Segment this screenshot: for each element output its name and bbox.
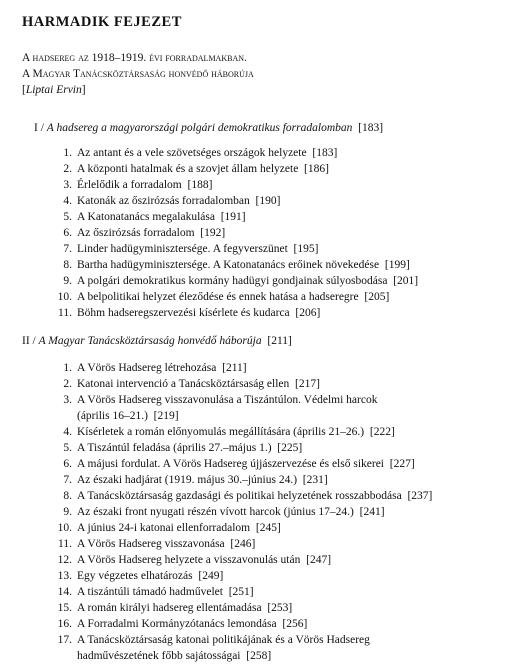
toc-entry-text: [77, 305, 320, 321]
toc-entry: [56, 616, 432, 632]
toc-entry-number: 1.: [63, 147, 72, 159]
toc-entry-title: A központi hatalmak és a szovjet állam helyzete: [77, 163, 299, 175]
toc-entry-text: [77, 289, 389, 305]
toc-entry: [56, 177, 418, 193]
toc-entry-number: 5.: [63, 211, 72, 223]
toc-entry-text: [77, 504, 385, 520]
chapter-subtitle-line-1: A hadsereg az 1918–1919. évi forradalmakban.: [22, 52, 247, 64]
part-2-page: [ 211 ]: [267, 335, 292, 347]
toc-entry-page: [ 191 ]: [221, 211, 246, 223]
toc-entry: [56, 273, 418, 289]
toc-entry-text: [77, 424, 395, 440]
part-2-title: A Magyar Tanácsköztársaság honvédő háborúja: [38, 335, 262, 347]
toc-entry: [56, 440, 432, 456]
toc-entry-title: Kísérletek a román előnyomulás megállítására (április 21–26.): [77, 426, 365, 438]
toc-entry-title: Böhm hadseregszervezési kísérlete és kudarca: [77, 307, 290, 319]
toc-entry: [56, 488, 432, 504]
toc-entry-text: [77, 632, 370, 664]
toc-entry-number: 2.: [63, 378, 72, 390]
toc-entry-title: Az őszirózsás forradalom: [77, 227, 195, 239]
toc-entry-page: [ 225 ]: [277, 442, 302, 454]
toc-entry-page: [ 211 ]: [222, 362, 247, 374]
toc-entry-title: A Vörös Hadsereg visszavonulása a Tiszántúlon. Védelmi harcok (április 16–21.): [77, 394, 378, 422]
toc-entry-number: 6.: [63, 458, 72, 470]
toc-entry-number: 7.: [63, 243, 72, 255]
toc-entry-number: 9.: [63, 506, 72, 518]
toc-entry-page: [ 192 ]: [200, 227, 225, 239]
toc-entry-text: [77, 472, 328, 488]
toc-entry: [56, 225, 418, 241]
toc-entry-title: A Tiszántúl feladása (április 27.–május 1.): [77, 442, 272, 454]
toc-entry-title: Egy végzetes elhatározás: [77, 570, 193, 582]
toc-entry-number: 11.: [58, 307, 72, 319]
toc-entry-text: [77, 568, 223, 584]
toc-entry-page: [ 195 ]: [294, 243, 319, 255]
toc-entry-text: [77, 456, 415, 472]
toc-entry-text: [77, 552, 331, 568]
part-1-page: [ 183 ]: [358, 122, 383, 134]
toc-entry-number: 1.: [63, 362, 72, 374]
toc-entry: [56, 305, 418, 321]
toc-entry-text: [77, 488, 432, 504]
toc-entry-page: [ 188 ]: [188, 179, 213, 191]
toc-entry-number: 4.: [63, 426, 72, 438]
toc-entry-number: 8.: [63, 490, 72, 502]
part-1-heading: [34, 122, 383, 134]
toc-entry-number: 8.: [63, 259, 72, 271]
toc-entry-title: A tiszántúli támadó hadművelet: [77, 586, 223, 598]
part-2-list: [56, 360, 432, 664]
toc-entry-title: A polgári demokratikus kormány hadügyi gondjainak súlyosbodása: [77, 275, 388, 287]
toc-entry-number: 13.: [57, 570, 72, 582]
part-2-heading: [22, 335, 292, 347]
toc-entry-title: A Vörös Hadsereg létrehozása: [77, 362, 217, 374]
toc-entry-number: 14.: [57, 586, 72, 598]
toc-entry-page: [ 237 ]: [407, 490, 432, 502]
toc-entry: [56, 376, 432, 392]
toc-entry: [56, 632, 432, 664]
toc-entry-text: [77, 600, 292, 616]
toc-entry-number: 17.: [57, 634, 72, 646]
part-1-title: A hadsereg a magyarországi polgári demokratikus forradalomban: [46, 122, 353, 134]
toc-entry-text: [77, 273, 418, 289]
toc-entry-text: [77, 360, 247, 376]
toc-entry: [56, 568, 432, 584]
toc-entry-title: A Vörös Hadsereg helyzete a visszavonulás után: [77, 554, 301, 566]
toc-entry-page: [ 186 ]: [304, 163, 329, 175]
toc-entry-title: Linder hadügyminisztersége. A fegyverszünet: [77, 243, 288, 255]
toc-entry-title: A belpolitikai helyzet éleződése és ennek hatása a hadseregre: [77, 291, 359, 303]
toc-entry-text: [77, 376, 320, 392]
toc-entry-page: [ 249 ]: [198, 570, 223, 582]
toc-entry-text: [77, 161, 329, 177]
toc-entry-title: A június 24-i katonai ellenforradalom: [77, 522, 251, 534]
toc-entry-text: [77, 241, 318, 257]
toc-entry-text: [77, 616, 307, 632]
toc-entry-number: 10.: [57, 291, 72, 303]
toc-entry-number: 7.: [63, 474, 72, 486]
toc-entry-title: A Vörös Hadsereg visszavonása: [77, 538, 225, 550]
toc-entry-text: [77, 584, 254, 600]
toc-entry-page: [ 253 ]: [267, 602, 292, 614]
toc-entry-page: [ 251 ]: [229, 586, 254, 598]
author-line: [Liptai Ervin]: [22, 84, 86, 96]
toc-entry: [56, 472, 432, 488]
toc-entry-text: [77, 209, 246, 225]
toc-entry: [56, 456, 432, 472]
chapter-subtitle-line-2: A Magyar Tanácsköztársaság honvédő háborúja: [22, 68, 254, 80]
toc-entry-title: A Forradalmi Kormányzótanács lemondása: [77, 618, 277, 630]
toc-entry: [56, 584, 432, 600]
part-1-list: [56, 145, 418, 321]
toc-entry-title: Bartha hadügyminisztersége. A Katonatanács erőinek növekedése: [77, 259, 380, 271]
toc-entry-title: Az antant és a vele szövetséges országok helyzete: [77, 147, 307, 159]
toc-entry-number: 11.: [58, 538, 72, 550]
toc-entry-page: [ 199 ]: [385, 259, 410, 271]
toc-entry-text: [77, 193, 280, 209]
toc-entry-page: [ 227 ]: [390, 458, 415, 470]
toc-entry: [56, 504, 432, 520]
part-1-label: I /: [34, 122, 44, 134]
toc-entry-number: 9.: [63, 275, 72, 287]
toc-entry-number: 3.: [63, 179, 72, 191]
toc-entry-title: A Tanácsköztársaság gazdasági és politikai helyzetének rosszabbodása: [77, 490, 402, 502]
toc-entry-title: A Katonatanács megalakulása: [77, 211, 215, 223]
toc-entry: [56, 360, 432, 376]
toc-entry-number: 4.: [63, 195, 72, 207]
toc-entry-number: 12.: [57, 554, 72, 566]
author-name: Liptai Ervin: [25, 84, 82, 96]
toc-entry-page: [ 217 ]: [295, 378, 320, 390]
toc-entry-title: Katonák az őszirózsás forradalomban: [77, 195, 250, 207]
part-2-label: II /: [22, 335, 36, 347]
toc-entry: [56, 241, 418, 257]
toc-entry: [56, 536, 432, 552]
toc-entry-page: [ 219 ]: [154, 410, 179, 422]
toc-entry: [56, 209, 418, 225]
toc-entry-page: [ 256 ]: [282, 618, 307, 630]
toc-entry: [56, 392, 432, 424]
toc-entry-title: A májusi fordulat. A Vörös Hadsereg újjászervezése és első sikerei: [77, 458, 385, 470]
toc-entry-title: Az északi front nyugati részén vívott harcok (június 17–24.): [77, 506, 354, 518]
toc-entry-page: [ 205 ]: [364, 291, 389, 303]
toc-entry: [56, 145, 418, 161]
toc-entry-page: [ 231 ]: [303, 474, 328, 486]
toc-entry: [56, 520, 432, 536]
toc-entry-text: [77, 257, 410, 273]
toc-entry-number: 16.: [57, 618, 72, 630]
toc-entry-number: 3.: [63, 394, 72, 406]
toc-entry-text: [77, 440, 302, 456]
toc-entry-title: A Tanácsköztársaság katonai politikájának és a Vörös Hadsereg hadművészetének főbb sajátosságai: [77, 634, 370, 662]
toc-entry: [56, 424, 432, 440]
toc-entry-text: [77, 392, 377, 424]
toc-entry-number: 15.: [57, 602, 72, 614]
toc-entry: [56, 600, 432, 616]
toc-entry-page: [ 247 ]: [306, 554, 331, 566]
toc-entry: [56, 289, 418, 305]
toc-entry-title: Katonai intervenció a Tanácsköztársaság ellen: [77, 378, 290, 390]
toc-entry-text: [77, 225, 225, 241]
toc-entry-page: [ 201 ]: [393, 275, 418, 287]
toc-entry-page: [ 183 ]: [312, 147, 337, 159]
toc-entry: [56, 193, 418, 209]
chapter-title: HARMADIK FEJEZET: [22, 14, 182, 30]
toc-entry: [56, 161, 418, 177]
toc-entry-title: A román királyi hadsereg ellentámadása: [77, 602, 262, 614]
toc-entry-page: [ 246 ]: [230, 538, 255, 550]
chapter-header: [22, 50, 254, 98]
toc-entry-number: 5.: [63, 442, 72, 454]
toc-entry-number: 6.: [63, 227, 72, 239]
toc-entry-title: Az északi hadjárat (1919. május 30.–június 24.): [77, 474, 298, 486]
toc-entry-text: [77, 520, 281, 536]
toc-entry-page: [ 241 ]: [360, 506, 385, 518]
toc-entry-page: [ 222 ]: [370, 426, 395, 438]
toc-entry-page: [ 190 ]: [256, 195, 281, 207]
toc-entry-text: [77, 145, 337, 161]
toc-entry-text: [77, 536, 255, 552]
toc-entry-text: [77, 177, 212, 193]
toc-entry-title: Érlelődik a forradalom: [77, 179, 182, 191]
toc-entry: [56, 552, 432, 568]
toc-entry-page: [ 258 ]: [246, 650, 271, 662]
toc-entry-number: 2.: [63, 163, 72, 175]
toc-entry-number: 10.: [57, 522, 72, 534]
toc-entry-page: [ 206 ]: [295, 307, 320, 319]
toc-entry-page: [ 245 ]: [256, 522, 281, 534]
toc-entry: [56, 257, 418, 273]
